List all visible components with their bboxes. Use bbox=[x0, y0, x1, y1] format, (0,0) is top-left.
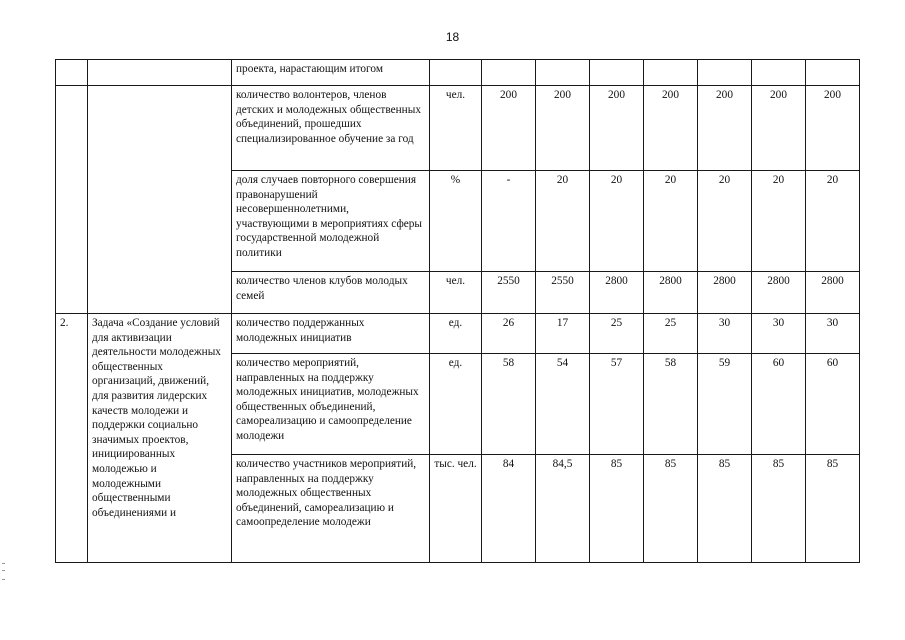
value-cell bbox=[752, 60, 806, 86]
value-cell: 85 bbox=[698, 455, 752, 563]
value-cell: 85 bbox=[590, 455, 644, 563]
scan-artifact bbox=[2, 570, 5, 571]
value-cell: 2800 bbox=[698, 272, 752, 314]
value-cell: 54 bbox=[536, 354, 590, 455]
unit-cell: ед. bbox=[430, 354, 482, 455]
empty-cell bbox=[88, 60, 232, 86]
value-cell: 2550 bbox=[536, 272, 590, 314]
indicator-cell: проекта, нарастающим итогом bbox=[232, 60, 430, 86]
indicator-cell: количество волонтеров, членов детских и молодежных общественных объединений, прошедших специализированное обучение за год bbox=[232, 86, 430, 171]
value-cell: 2800 bbox=[644, 272, 698, 314]
task-description-cell: Задача «Создание условий для активизации деятельности молодежных общественных организаций, движений, для развития лидерских качеств молодежи и поддержки социально значимых проектов, инициированных молодежью и молодежными общественными объединениями и bbox=[88, 314, 232, 563]
indicators-table bbox=[55, 59, 860, 563]
value-cell: 200 bbox=[806, 86, 860, 171]
unit-cell: ед. bbox=[430, 314, 482, 354]
table-row bbox=[56, 314, 860, 354]
value-cell: 30 bbox=[806, 314, 860, 354]
value-cell: 200 bbox=[644, 86, 698, 171]
value-cell bbox=[536, 60, 590, 86]
value-cell bbox=[644, 60, 698, 86]
indicator-cell: количество поддержанных молодежных инициатив bbox=[232, 314, 430, 354]
value-cell: 58 bbox=[482, 354, 536, 455]
value-cell bbox=[698, 60, 752, 86]
value-cell: 200 bbox=[536, 86, 590, 171]
value-cell: 30 bbox=[752, 314, 806, 354]
value-cell: 85 bbox=[752, 455, 806, 563]
value-cell: 2800 bbox=[752, 272, 806, 314]
value-cell bbox=[806, 60, 860, 86]
value-cell: 200 bbox=[752, 86, 806, 171]
unit-cell bbox=[430, 60, 482, 86]
unit-cell: чел. bbox=[430, 86, 482, 171]
value-cell: 200 bbox=[482, 86, 536, 171]
indicator-cell: количество участников мероприятий, направленных на поддержку молодежных общественных объединений, самореализацию и самоопределение молодежи bbox=[232, 455, 430, 563]
value-cell: 2800 bbox=[806, 272, 860, 314]
value-cell: 85 bbox=[644, 455, 698, 563]
unit-cell: тыс. чел. bbox=[430, 455, 482, 563]
indicator-cell: доля случаев повторного совершения правонарушений несовершеннолетними, участвующими в мероприятиях сферы государственной молодежной политики bbox=[232, 171, 430, 272]
value-cell: 25 bbox=[590, 314, 644, 354]
value-cell: 20 bbox=[698, 171, 752, 272]
value-cell: 60 bbox=[752, 354, 806, 455]
empty-cell bbox=[56, 86, 88, 314]
value-cell: 30 bbox=[698, 314, 752, 354]
value-cell: 25 bbox=[644, 314, 698, 354]
empty-cell bbox=[88, 86, 232, 314]
table-row bbox=[56, 60, 860, 86]
unit-cell: % bbox=[430, 171, 482, 272]
unit-cell: чел. bbox=[430, 272, 482, 314]
value-cell: 20 bbox=[644, 171, 698, 272]
value-cell: 20 bbox=[590, 171, 644, 272]
value-cell: 85 bbox=[806, 455, 860, 563]
value-cell: 200 bbox=[590, 86, 644, 171]
value-cell: 58 bbox=[644, 354, 698, 455]
table-row bbox=[56, 86, 860, 171]
scan-artifact bbox=[2, 579, 5, 580]
value-cell: 2550 bbox=[482, 272, 536, 314]
value-cell: 59 bbox=[698, 354, 752, 455]
value-cell bbox=[482, 60, 536, 86]
value-cell: - bbox=[482, 171, 536, 272]
value-cell: 20 bbox=[536, 171, 590, 272]
value-cell: 17 bbox=[536, 314, 590, 354]
indicator-cell: количество членов клубов молодых семей bbox=[232, 272, 430, 314]
value-cell: 20 bbox=[752, 171, 806, 272]
value-cell: 200 bbox=[698, 86, 752, 171]
value-cell: 20 bbox=[806, 171, 860, 272]
value-cell: 2800 bbox=[590, 272, 644, 314]
value-cell: 60 bbox=[806, 354, 860, 455]
value-cell: 26 bbox=[482, 314, 536, 354]
value-cell: 84,5 bbox=[536, 455, 590, 563]
scan-artifact bbox=[2, 563, 5, 564]
empty-cell bbox=[56, 60, 88, 86]
page-number: 18 bbox=[445, 30, 460, 44]
value-cell: 84 bbox=[482, 455, 536, 563]
value-cell bbox=[590, 60, 644, 86]
indicator-cell: количество мероприятий, направленных на поддержку молодежных инициатив, молодежных общественных объединений, самореализацию и самоопределение молодежи bbox=[232, 354, 430, 455]
task-index-cell: 2. bbox=[56, 314, 88, 563]
value-cell: 57 bbox=[590, 354, 644, 455]
